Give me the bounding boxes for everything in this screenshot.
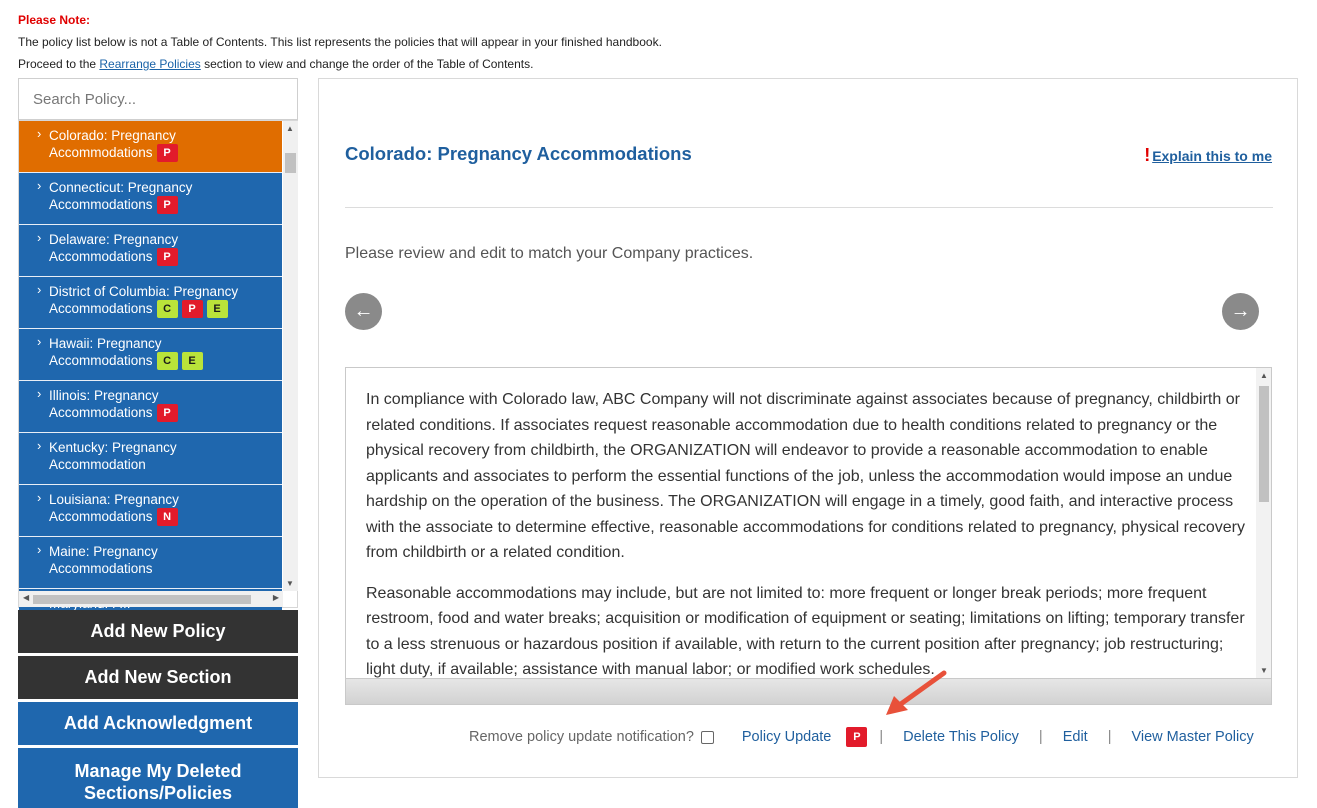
add-new-policy-button[interactable]: Add New Policy bbox=[18, 610, 298, 653]
annotation-arrow-icon bbox=[880, 668, 950, 720]
separator: | bbox=[879, 729, 884, 745]
policy-badge-c: C bbox=[157, 300, 178, 318]
chevron-right-icon: › bbox=[37, 490, 42, 505]
explain-this-label: Explain this to me bbox=[1152, 148, 1272, 164]
policy-title: Colorado: Pregnancy Accommodations bbox=[345, 143, 692, 164]
policy-badge-p: P bbox=[157, 144, 178, 162]
policy-list-item[interactable] bbox=[19, 537, 282, 589]
add-acknowledgment-button[interactable]: Add Acknowledgment bbox=[18, 702, 298, 745]
policy-name-line-1: Louisiana: Pregnancy bbox=[49, 492, 179, 507]
policy-list-item[interactable] bbox=[19, 485, 282, 537]
scroll-up-icon[interactable]: ▲ bbox=[1260, 371, 1268, 380]
arrow-right-icon: → bbox=[1230, 300, 1251, 322]
chevron-right-icon: › bbox=[37, 230, 42, 245]
policy-list-item[interactable] bbox=[19, 329, 282, 381]
note-title: Please Note: bbox=[18, 13, 91, 27]
policy-name-line-1: Illinois: Pregnancy bbox=[49, 388, 159, 403]
policy-list-item[interactable] bbox=[19, 121, 282, 173]
review-instruction: Please review and edit to match your Company practices. bbox=[345, 245, 754, 262]
policy-name-line-2 bbox=[49, 405, 178, 420]
note-line-1: The policy list below is not a Table of Contents. This list represents the policies that will appear in your finished handbook. bbox=[18, 35, 662, 49]
policy-name-line-2 bbox=[49, 561, 153, 576]
policy-badge-c: C bbox=[157, 352, 178, 370]
policy-name-line-2 bbox=[49, 457, 146, 472]
editor-status-bar bbox=[346, 678, 1271, 704]
delete-policy-link[interactable]: Delete This Policy bbox=[903, 729, 1019, 745]
policy-name-line-2-text: Accommodations bbox=[49, 197, 153, 212]
policy-list bbox=[19, 121, 282, 591]
scroll-down-icon[interactable]: ▼ bbox=[286, 579, 294, 588]
policy-badge-p: P bbox=[182, 300, 203, 318]
explain-this-link[interactable] bbox=[1144, 145, 1272, 166]
policy-name-line-2-text: Accommodation bbox=[49, 457, 146, 472]
policy-name-line-1: Maine: Pregnancy bbox=[49, 544, 158, 559]
note-line-2-pre: Proceed to the bbox=[18, 57, 100, 71]
policy-text-editor[interactable] bbox=[345, 367, 1272, 705]
policy-list-panel bbox=[18, 120, 298, 608]
previous-policy-button[interactable] bbox=[345, 293, 382, 330]
policy-name-line-1: Hawaii: Pregnancy bbox=[49, 336, 162, 351]
scroll-left-icon[interactable]: ◀ bbox=[23, 593, 30, 602]
policy-name-line-2-text: Accommodations bbox=[49, 145, 153, 160]
chevron-right-icon: › bbox=[37, 282, 42, 297]
policy-paragraph: In compliance with Colorado law, ABC Company will not discriminate against associates because of pregnancy, childbirth or related conditions. If associates request reasonable accommodation due to health conditions related to pregnancy or the physical recovery from childbirth, the ORGANIZATION will endeavor to provide a reasonable accommodation to enable applicants and associates to perform the essential functions of the job, unless the accommodation would impose an undue hardship on the operation of the business. The ORGANIZATION will engage in a timely, good faith, and interactive process with the associate to determine effective, reasonable accommodations for conditions related to pregnancy, physical recovery from childbirth or a related condition. bbox=[366, 391, 1245, 561]
policy-update-badge: P bbox=[846, 727, 867, 747]
policy-name-line-2 bbox=[49, 145, 178, 160]
policy-list-item[interactable] bbox=[19, 433, 282, 485]
arrow-left-icon: ← bbox=[353, 300, 374, 322]
policy-actions-bar bbox=[469, 727, 1254, 747]
search-policy-box[interactable] bbox=[18, 78, 298, 120]
policy-name-line-2-text: Accommodations bbox=[49, 561, 153, 576]
policy-name-line-2-text: Accommodations bbox=[49, 249, 153, 264]
chevron-right-icon: › bbox=[37, 178, 42, 193]
separator: | bbox=[1038, 729, 1043, 745]
policy-list-item[interactable] bbox=[19, 225, 282, 277]
policy-badge-p: P bbox=[157, 248, 178, 266]
scroll-right-icon[interactable]: ▶ bbox=[272, 593, 279, 602]
remove-notification-checkbox[interactable] bbox=[701, 731, 714, 744]
policy-note bbox=[18, 9, 662, 75]
scroll-up-icon[interactable]: ▲ bbox=[286, 124, 294, 133]
manage-deleted-button[interactable]: Manage My Deleted Sections/Policies bbox=[18, 748, 298, 808]
chevron-right-icon: › bbox=[37, 334, 42, 349]
policy-name-line-2 bbox=[49, 197, 178, 212]
policy-update-link[interactable]: Policy Update bbox=[741, 729, 832, 745]
policy-paragraph: Reasonable accommodations may include, but are not limited to: more frequent or longer break periods; more frequent restroom, food and water breaks; acquisition or modification of equipment or seating; limitations on lifting; temporary transfer to a less strenuous or hazardous position if available, with return to the current position after pregnancy; job restructuring; light duty, if available; assistance with manual labor; or modified work schedules. bbox=[366, 584, 1245, 678]
editor-scrollbar[interactable] bbox=[1256, 368, 1271, 678]
policy-name-line-1: Delaware: Pregnancy bbox=[49, 232, 179, 247]
policy-name-line-2 bbox=[49, 353, 203, 368]
policy-name-line-1: Colorado: Pregnancy bbox=[49, 128, 176, 143]
policy-list-item[interactable] bbox=[19, 381, 282, 433]
remove-notification-label: Remove policy update notification? bbox=[469, 729, 694, 745]
policy-list-item[interactable] bbox=[19, 277, 282, 329]
policy-name-line-2-text: Accommodations bbox=[49, 353, 153, 368]
note-line-2 bbox=[18, 53, 662, 75]
policy-badge-p: P bbox=[157, 196, 178, 214]
view-master-policy-link[interactable]: View Master Policy bbox=[1131, 729, 1254, 745]
policy-badge-e: E bbox=[207, 300, 228, 318]
policy-name-line-2-text: Accommodations bbox=[49, 301, 153, 316]
scroll-down-icon[interactable]: ▼ bbox=[1260, 666, 1268, 675]
chevron-right-icon: › bbox=[37, 126, 42, 141]
chevron-right-icon: › bbox=[37, 386, 42, 401]
scrollbar-thumb[interactable] bbox=[1259, 386, 1269, 502]
separator: | bbox=[1107, 729, 1112, 745]
exclamation-icon: ! bbox=[1144, 145, 1151, 165]
policy-list-item[interactable] bbox=[19, 173, 282, 225]
policy-name-line-2 bbox=[49, 301, 228, 316]
policy-name-line-2-text: Accommodations bbox=[49, 509, 153, 524]
policy-name-line-2 bbox=[49, 249, 178, 264]
rearrange-policies-link[interactable]: Rearrange Policies bbox=[99, 57, 201, 71]
policy-list-horizontal-scrollbar[interactable] bbox=[19, 591, 283, 607]
divider bbox=[345, 207, 1273, 208]
policy-detail-panel bbox=[318, 78, 1298, 778]
scrollbar-thumb[interactable] bbox=[33, 595, 251, 604]
policy-name-line-2 bbox=[49, 509, 178, 524]
chevron-right-icon: › bbox=[37, 438, 42, 453]
policy-text-content[interactable] bbox=[346, 368, 1256, 678]
policy-name-line-1: District of Columbia: Pregnancy bbox=[49, 284, 239, 299]
policy-list-vertical-scrollbar[interactable] bbox=[283, 121, 298, 591]
next-policy-button[interactable] bbox=[1222, 293, 1259, 330]
search-policy-input[interactable] bbox=[19, 79, 297, 119]
policy-name-line-2-text: Accommodations bbox=[49, 405, 153, 420]
policy-name-line-1: Connecticut: Pregnancy bbox=[49, 180, 193, 195]
add-new-section-button[interactable]: Add New Section bbox=[18, 656, 298, 699]
policy-badge-p: P bbox=[157, 404, 178, 422]
policy-name-line-1: Kentucky: Pregnancy bbox=[49, 440, 177, 455]
chevron-right-icon: › bbox=[37, 542, 42, 557]
edit-policy-link[interactable]: Edit bbox=[1062, 729, 1088, 745]
scrollbar-thumb[interactable] bbox=[285, 153, 296, 173]
note-line-2-post: section to view and change the order of the Table of Contents. bbox=[200, 57, 534, 71]
policy-badge-n: N bbox=[157, 508, 178, 526]
policy-badge-e: E bbox=[182, 352, 203, 370]
